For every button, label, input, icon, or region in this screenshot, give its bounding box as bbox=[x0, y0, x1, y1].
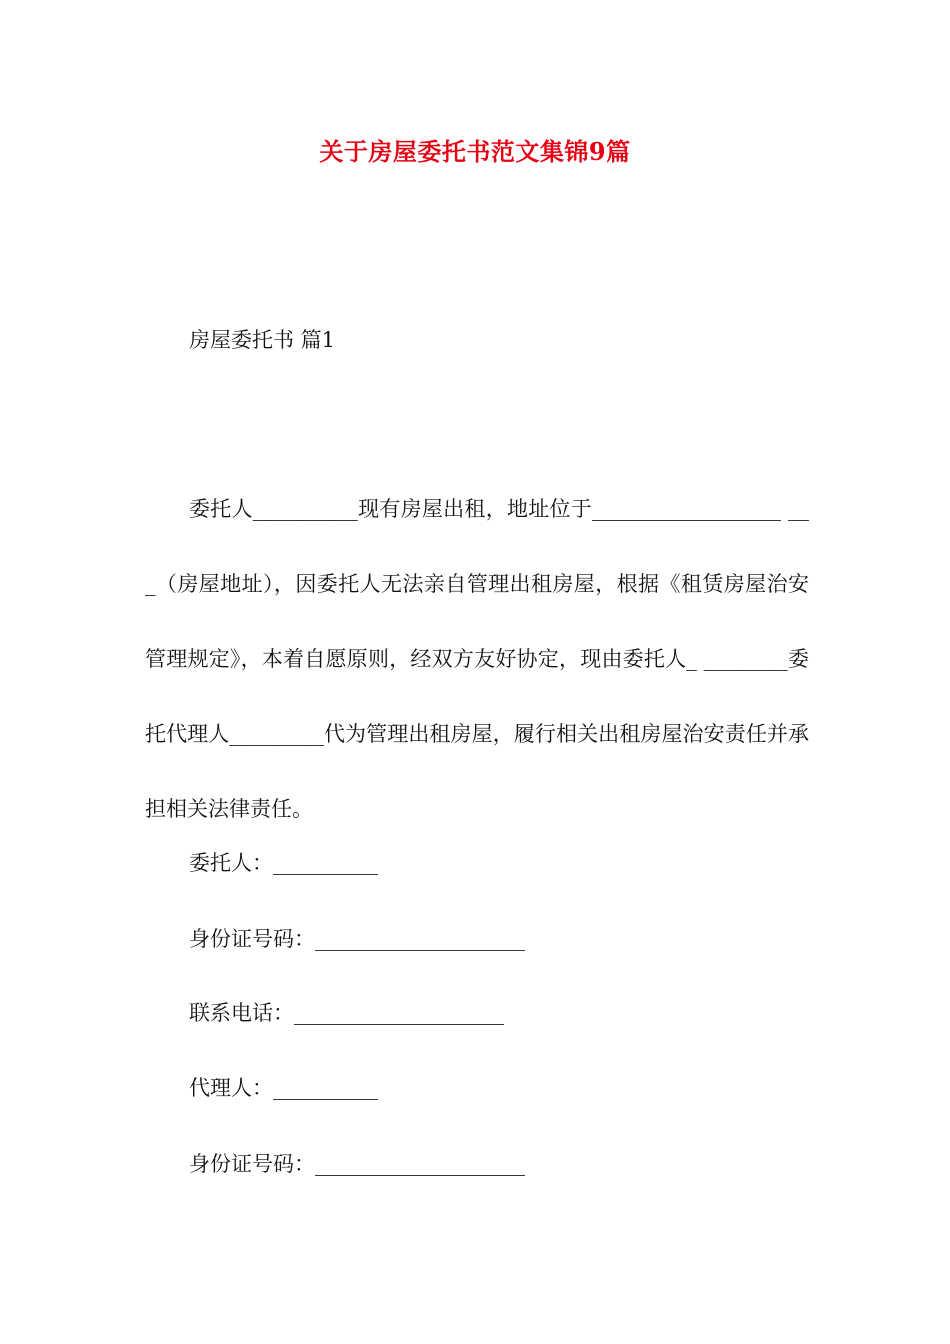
field-principal: 委托人：__________ bbox=[189, 851, 378, 875]
field-agent-id-number: 身份证号码：____________________ bbox=[189, 1152, 525, 1176]
body-paragraph: 委托人__________现有房屋出租，地址位于__________________ ___（房屋地址），因委托人无法亲自管理出租房屋，根据《租赁房屋治安管理规定》，本着自愿原则，经双方友好协定，现由委托人_ ________委托代理人_________代为管理出租房屋，履行相关出租房屋治安责任并承担相关法律责任。 bbox=[145, 497, 809, 821]
field-principal-id-number: 身份证号码：____________________ bbox=[189, 927, 525, 951]
field-phone: 联系电话：____________________ bbox=[189, 1001, 504, 1025]
section-heading: 房屋委托书 篇1 bbox=[189, 328, 336, 352]
field-agent: 代理人：__________ bbox=[189, 1076, 378, 1100]
document-title: 关于房屋委托书范文集锦9篇 bbox=[319, 137, 631, 166]
